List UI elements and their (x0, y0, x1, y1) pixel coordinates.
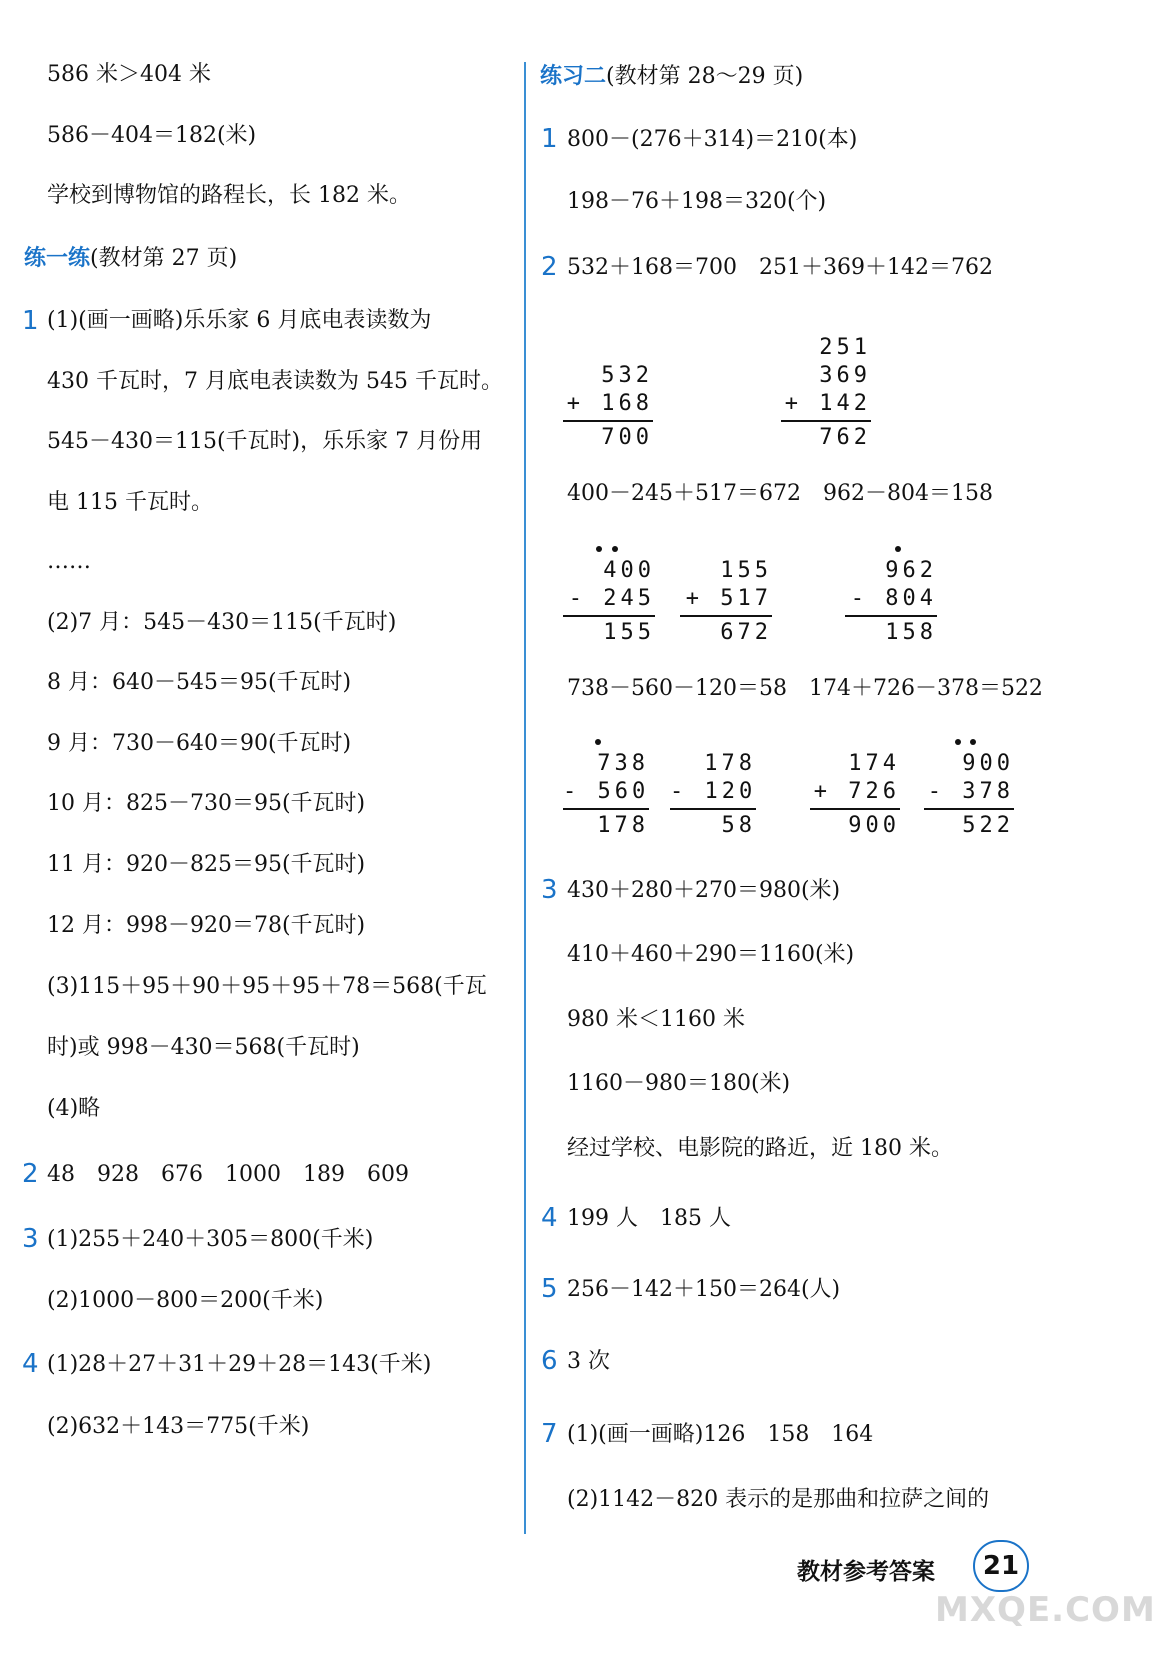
footer-title: 教材参考答案 (797, 1559, 935, 1585)
question-number: 6 (541, 1346, 558, 1376)
calc-result: 762 (819, 425, 871, 450)
borrow-dot (970, 739, 976, 745)
text-line: (2)7 月：545－430＝115(千瓦时) (47, 610, 397, 635)
calc-rule (781, 420, 871, 422)
text-line: 12 月：998－920＝78(千瓦时) (47, 913, 366, 938)
vertical-calculation (810, 750, 900, 840)
text-line: 10 月：825－730＝95(千瓦时) (47, 791, 366, 816)
calc-operand: + 168 (566, 391, 653, 416)
question-number: 2 (541, 252, 558, 282)
text-line: 586 米＞404 米 (47, 62, 211, 87)
calc-operand: 178 (704, 751, 756, 776)
borrow-dot (955, 739, 961, 745)
question-number: 1 (22, 306, 39, 336)
calc-rule (563, 420, 653, 422)
calc-rule (680, 615, 772, 617)
calc-operand: - 560 (563, 779, 650, 804)
calc-operand: 400 (603, 558, 655, 583)
text-line: 学校到博物馆的路程长，长 182 米。 (47, 183, 411, 208)
calc-rule (924, 808, 1014, 810)
section-heading-title: 练一练 (24, 245, 91, 271)
text-line: 545－430＝115(千瓦时)，乐乐家 7 月份用 (47, 429, 483, 454)
borrow-dot (895, 546, 901, 552)
calc-operand: - 120 (670, 779, 757, 804)
text-line: 时)或 998－430＝568(千瓦时) (47, 1035, 360, 1060)
text-line: 电 115 千瓦时。 (47, 490, 213, 515)
calc-result: 672 (720, 620, 772, 645)
text-line: 400－245＋517＝672 962－804＝158 (567, 481, 993, 506)
calc-rule (563, 615, 655, 617)
borrow-dot (596, 546, 602, 552)
section-heading (540, 61, 803, 92)
calc-operand: 962 (885, 558, 937, 583)
calc-operand: 738 (597, 751, 649, 776)
section-heading-title: 练习二 (540, 63, 607, 89)
text-line: 256－142＋150＝264(人) (567, 1277, 841, 1302)
vertical-calculation (670, 750, 756, 840)
text-line: 8 月：640－545＝95(千瓦时) (47, 670, 352, 695)
text-line: 1160－980＝180(米) (567, 1071, 791, 1096)
text-line: 800－(276＋314)＝210(本) (567, 127, 858, 152)
question-number: 4 (541, 1203, 558, 1233)
text-line: 11 月：920－825＝95(千瓦时) (47, 852, 366, 877)
question-number: 5 (541, 1274, 558, 1304)
calc-operand: + 142 (784, 391, 871, 416)
vertical-calculation (563, 362, 653, 452)
section-heading (24, 243, 237, 274)
calc-result: 900 (848, 813, 900, 838)
calc-result: 158 (885, 620, 937, 645)
text-line: (2)632＋143＝775(千米) (47, 1414, 310, 1439)
calc-rule (845, 615, 937, 617)
borrow-dot (595, 739, 601, 745)
question-number: 3 (541, 875, 558, 905)
calc-operand: 155 (720, 558, 772, 583)
calc-operand: + 726 (813, 779, 900, 804)
calc-operand: 900 (962, 751, 1014, 776)
text-line: 199 人 185 人 (567, 1206, 731, 1231)
text-line: 48 928 676 1000 189 609 (47, 1162, 409, 1187)
calc-operand: 174 (848, 751, 900, 776)
vertical-calculation (781, 334, 871, 452)
text-line: (1)(画一画略)126 158 164 (567, 1422, 874, 1447)
calc-operand: + 517 (685, 586, 772, 611)
section-heading-ref: (教材第 28～29 页) (606, 64, 804, 89)
text-line: (2)1142－820 表示的是那曲和拉萨之间的 (567, 1487, 990, 1512)
text-line: 738－560－120＝58 174＋726－378＝522 (567, 676, 1043, 701)
text-line: 430＋280＋270＝980(米) (567, 878, 841, 903)
text-line: 3 次 (567, 1349, 610, 1374)
calc-result: 155 (603, 620, 655, 645)
calc-rule (670, 808, 756, 810)
calc-result: 178 (597, 813, 649, 838)
calc-result: 58 (721, 813, 756, 838)
question-number: 4 (22, 1349, 39, 1379)
calc-rule (563, 808, 649, 810)
question-number: 7 (541, 1419, 558, 1449)
calc-rule (810, 808, 900, 810)
vertical-calculation (563, 557, 655, 647)
calc-operand: - 378 (927, 779, 1014, 804)
text-line: (1)255＋240＋305＝800(千米) (47, 1227, 374, 1252)
vertical-calculation (680, 557, 772, 647)
vertical-calculation (924, 750, 1014, 840)
section-heading-ref: (教材第 27 页) (90, 246, 238, 271)
text-line: 198－76＋198＝320(个) (567, 189, 827, 214)
vertical-calculation (845, 557, 937, 647)
text-line: (3)115＋95＋90＋95＋95＋78＝568(千瓦 (47, 974, 487, 999)
question-number: 3 (22, 1224, 39, 1254)
vertical-calculation (563, 750, 649, 840)
calc-operand: 369 (819, 363, 871, 388)
column-divider (524, 62, 526, 1534)
text-line: 9 月：730－640＝90(千瓦时) (47, 731, 352, 756)
calc-operand: 251 (819, 335, 871, 360)
text-line: 586－404＝182(米) (47, 123, 257, 148)
text-line: (4)略 (47, 1096, 101, 1121)
calc-operand: 532 (601, 363, 653, 388)
text-line: …… (47, 549, 91, 574)
text-line: 430 千瓦时，7 月底电表读数为 545 千瓦时。 (47, 369, 503, 394)
page-number: 21 (973, 1540, 1029, 1592)
text-line: 532＋168＝700 251＋369＋142＝762 (567, 255, 993, 280)
question-number: 1 (541, 124, 558, 154)
text-line: (2)1000－800＝200(千米) (47, 1288, 324, 1313)
text-line: 980 米＜1160 米 (567, 1007, 745, 1032)
text-line: 经过学校、电影院的路近，近 180 米。 (567, 1136, 953, 1161)
text-line: (1)(画一画略)乐乐家 6 月底电表读数为 (47, 308, 432, 333)
calc-result: 522 (962, 813, 1014, 838)
calc-result: 700 (601, 425, 653, 450)
calc-operand: - 804 (850, 586, 937, 611)
text-line: (1)28＋27＋31＋29＋28＝143(千米) (47, 1352, 432, 1377)
borrow-dot (612, 546, 618, 552)
watermark: MXQE.COM (935, 1590, 1156, 1630)
calc-operand: - 245 (568, 586, 655, 611)
question-number: 2 (22, 1159, 39, 1189)
text-line: 410＋460＋290＝1160(米) (567, 942, 855, 967)
